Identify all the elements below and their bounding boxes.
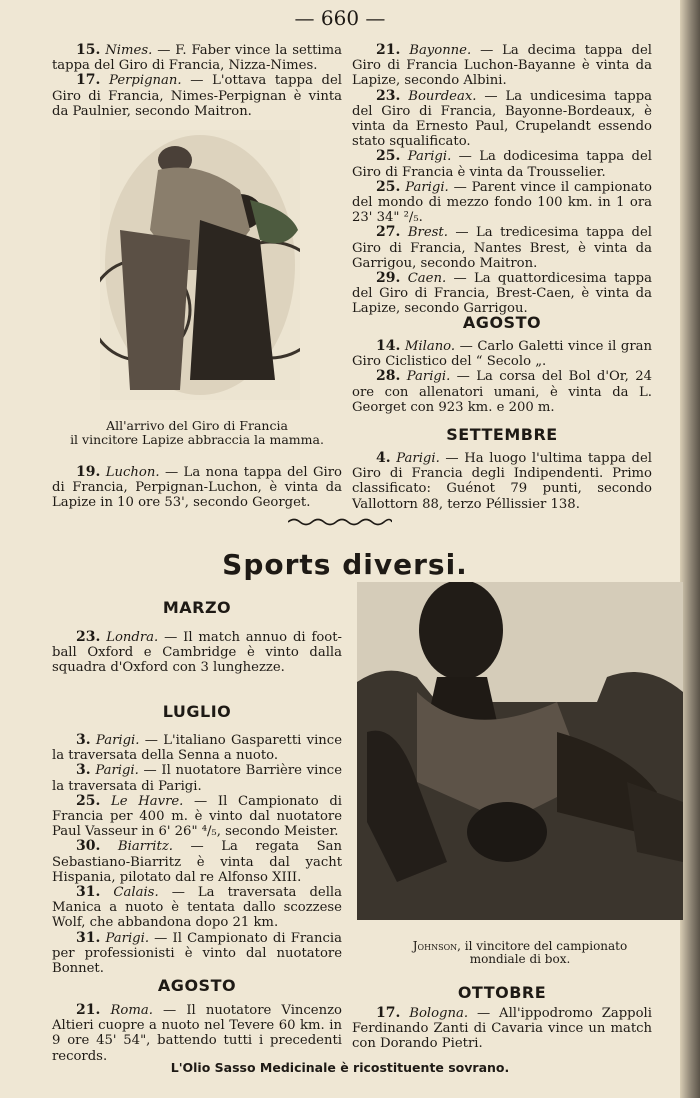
entry-date: 17. <box>376 1005 401 1021</box>
heading-ottobre: OTTOBRE <box>457 983 547 1002</box>
entry-text: — Parent vince il campionato del mondo di mezzo fondo 100 km. in 1 ora 23' 34" ²/₅. <box>352 179 652 226</box>
entry-place: Parigi. <box>95 733 140 748</box>
entry-text: — L'ottava tappa del Giro di Francia, Nimes-Perpignan è vinta da Paulnier, secondo Maitron. <box>52 73 342 119</box>
entry-text: — La dodicesima tappa del Giro di Francia è vinta da Trousselier. <box>352 149 652 180</box>
photo1-caption <box>52 419 342 447</box>
entry-text: — Carlo Galetti vince il gran Giro Ciclistico del “ Secolo „. <box>352 339 652 370</box>
entry-date: 17. <box>76 72 101 89</box>
entry-place: Parigi. <box>105 930 150 946</box>
entry-paragraph <box>52 931 342 977</box>
footer-advertisement: L'Olio Sasso Medicinale è ricostituente sovrano. <box>170 1060 510 1075</box>
entry-date: 21. <box>76 1002 101 1018</box>
entry-place: Luchon. <box>105 465 160 480</box>
entry-date: 28. <box>376 368 401 385</box>
entry-paragraph <box>352 89 652 150</box>
entry-date: 30. <box>76 838 101 855</box>
caption-name-johnson: Johnson <box>412 939 458 953</box>
heading-agosto: AGOSTO <box>462 313 542 332</box>
entries-top-left-bottom <box>52 465 342 511</box>
entry-date: 14. <box>376 338 401 354</box>
entry-place: Calais. <box>113 885 159 901</box>
entry-paragraph <box>52 733 342 763</box>
photo-lapize-mother <box>100 130 300 400</box>
entries-settembre <box>352 451 652 512</box>
entry-place: Biarritz. <box>117 839 173 855</box>
ornament-divider <box>288 517 392 527</box>
entries-top-left <box>52 43 342 119</box>
photo1-caption-line1: All'arrivo del Giro di Francia <box>106 418 288 433</box>
entry-place: Caen. <box>407 271 447 287</box>
entry-place: Nimes. <box>105 43 153 58</box>
entry-paragraph <box>52 43 342 73</box>
heading-agosto-2: AGOSTO <box>157 976 237 995</box>
entry-place: Parigi. <box>407 149 452 165</box>
entry-text: — Il Campionato di Francia per 400 m. è vinto dal nuotatore Paul Vasseur in 6' 26" ⁴/₅, secondo Meister. <box>52 793 342 840</box>
entry-paragraph <box>52 763 342 793</box>
entry-place: Parigi. <box>405 179 449 195</box>
entry-place: Parigi. <box>396 451 440 466</box>
entries-agosto <box>352 339 652 415</box>
entry-date: 3. <box>76 732 91 748</box>
entry-place: Roma. <box>110 1003 153 1018</box>
entries-marzo <box>52 630 342 676</box>
entries-agosto-2 <box>52 1003 342 1064</box>
entry-text: — Ha luogo l'ultima tappa del Giro di Francia degli Indipendenti. Primo classificato: Guénot 79 punti, secondo Vallottorn 88, terzo Péllissier 138. <box>352 451 652 512</box>
section-title-sports-diversi: Sports diversi. <box>222 548 468 581</box>
entries-top-right <box>352 43 652 317</box>
entry-paragraph <box>352 339 652 369</box>
heading-luglio: LUGLIO <box>162 702 232 721</box>
entry-date: 31. <box>76 929 101 946</box>
entry-date: 21. <box>376 42 401 58</box>
entry-text: — La corsa del Bol d'Or, 24 ore con allenatori umani, è vinta da L. Georget con 923 km. e 200 m. <box>352 369 652 415</box>
photo2-caption-line2: mondiale di box. <box>469 952 571 966</box>
entry-text: — La nona tappa del Giro di Francia, Perpignan-Luchon, è vinta da Lapize in 10 ore 53', secondo Georget. <box>52 465 342 511</box>
entry-place: Londra. <box>106 630 159 645</box>
entries-luglio <box>52 733 342 976</box>
entry-text: — La regata San Sebastiano-Biarritz è vinta dal yacht Hispania, pilotato dal re Alfonso XIII. <box>52 839 342 885</box>
entry-paragraph <box>352 451 652 512</box>
entry-place: Perpignan. <box>109 73 182 89</box>
entry-text: — La quattordicesima tappa del Giro di Francia, Brest-Caen, è vinta da Lapize, secondo Garrigou. <box>352 271 652 317</box>
entry-date: 31. <box>76 884 101 901</box>
entry-place: Bologna. <box>409 1006 469 1021</box>
entry-paragraph <box>52 630 342 676</box>
entry-date: 29. <box>376 270 401 287</box>
page-number: — 660 — <box>294 6 386 30</box>
entries-ottobre <box>352 1006 652 1052</box>
entry-date: 4. <box>376 450 391 466</box>
entry-paragraph <box>352 369 652 415</box>
entry-date: 3. <box>76 762 91 779</box>
entry-text: — La tredicesima tappa del Giro di Francia, Nantes Brest, è vinta da Garrigou, secondo Maitron. <box>352 225 652 271</box>
entry-place: Bayonne. <box>409 43 472 58</box>
entry-date: 25. <box>376 148 401 165</box>
entry-text: — La decima tappa del Giro di Francia Luchon-Bayanne è vinta da Lapize, secondo Albini. <box>352 43 652 89</box>
photo1-caption-line2: il vincitore Lapize abbraccia la mamma. <box>70 432 324 447</box>
entry-text: — La undicesima tappa del Giro di Francia, Bayonne-Bordeaux, è vinta da Ernesto Paul, Crupelandt essendo stato squalificato. <box>352 88 652 150</box>
entry-text: — La traversata della Manica a nuoto è tentata dallo scozzese Wolf, che abbandona dopo 21 km. <box>52 885 343 931</box>
entry-text: — F. Faber vince la settima tappa del Giro di Francia, Nizza-Nimes. <box>52 43 342 74</box>
entry-place: Parigi. <box>95 763 139 779</box>
heading-marzo: MARZO <box>162 598 232 617</box>
entry-date: 25. <box>376 178 401 195</box>
entry-date: 15. <box>76 42 101 58</box>
entry-text: — L'italiano Gasparetti vince la traversata della Senna a nuoto. <box>52 733 342 764</box>
photo-johnson <box>357 582 683 920</box>
entry-text: — Il Campionato di Francia per professionisti è vinto dal nuotatore Bonnet. <box>52 930 342 977</box>
entry-date: 25. <box>76 792 101 809</box>
entry-text: — Il nuotatore Vincenzo Altieri cuopre a nuoto nel Tevere 60 km. in 9 ore 45' 54", battendo tutti i precedenti records. <box>52 1003 342 1064</box>
caption-rest: , il vincitore del campionato <box>457 939 628 953</box>
entry-paragraph <box>352 180 652 226</box>
entry-paragraph <box>352 149 652 179</box>
entry-paragraph <box>352 43 652 89</box>
entry-date: 23. <box>376 87 401 104</box>
entry-paragraph <box>52 1003 342 1064</box>
entry-paragraph <box>352 225 652 271</box>
entry-text: — Il match annuo di foot-ball Oxford e Cambridge è vinto dalla squadra d'Oxford con 3 lunghezze. <box>52 630 342 676</box>
entry-place: Parigi. <box>406 369 451 385</box>
entry-paragraph <box>52 465 342 511</box>
entry-date: 23. <box>76 629 101 645</box>
entry-paragraph <box>52 73 342 119</box>
entry-paragraph <box>52 839 342 885</box>
entry-place: Le Havre. <box>111 793 184 809</box>
entry-place: Milano. <box>404 339 456 354</box>
entry-date: 27. <box>376 224 401 241</box>
entry-place: Brest. <box>407 225 448 241</box>
entry-date: 19. <box>76 464 101 480</box>
entry-paragraph <box>52 885 342 931</box>
entry-paragraph <box>352 271 652 317</box>
heading-settembre: SETTEMBRE <box>446 425 558 444</box>
entry-text: — Il nuotatore Barrière vince la traversata di Parigi. <box>52 763 342 794</box>
entry-place: Bourdeax. <box>408 88 477 104</box>
photo2-caption <box>357 940 683 966</box>
entry-paragraph <box>352 1006 652 1052</box>
entry-text: — All'ippodromo Zappoli Ferdinando Zanti di Cavaria vince un match con Dorando Pietri. <box>352 1006 652 1052</box>
entry-paragraph <box>52 794 342 840</box>
